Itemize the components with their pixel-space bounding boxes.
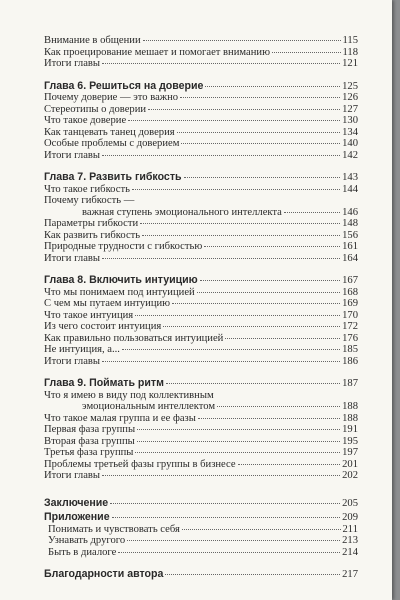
toc-entry: Что такое интуиция 170 bbox=[44, 309, 358, 321]
toc-entry: Почему доверие — это важно 126 bbox=[44, 92, 358, 103]
conclusion-heading: Заключение 205 bbox=[44, 496, 358, 509]
page-number: 115 bbox=[342, 35, 358, 46]
toc-entry: Проблемы третьей фазы группы в бизнесе 201 bbox=[44, 458, 358, 470]
toc-entry: Итоги главы 202 bbox=[44, 470, 358, 481]
toc-entry: Особые проблемы с доверием 140 bbox=[44, 138, 358, 149]
acknowledgements-heading: Благодарности автора 217 bbox=[44, 568, 358, 580]
toc-entry-continuation: важная ступень эмоционального интеллекта 146 bbox=[82, 206, 358, 218]
toc-entry: Первая фаза группы 191 bbox=[44, 424, 358, 435]
toc-entry: Итоги главы 142 bbox=[44, 149, 358, 161]
toc-entry-continuation: эмоциональным интеллектом 188 bbox=[82, 401, 358, 412]
chapter-heading: Глава 6. Решиться на доверие 125 bbox=[44, 79, 358, 92]
page-number: 118 bbox=[342, 46, 358, 58]
page-number: 209 bbox=[342, 512, 358, 523]
toc-entry: Итоги главы 186 bbox=[44, 355, 358, 367]
page-number: 217 bbox=[342, 569, 358, 580]
table-of-contents bbox=[44, 35, 358, 581]
toc-entry: Внимание в общении 115 bbox=[44, 35, 358, 46]
toc-entry: Стереотипы о доверии 127 bbox=[44, 103, 358, 115]
chapter-heading: Глава 7. Развить гибкость 143 bbox=[44, 171, 358, 183]
toc-entry: Как правильно пользоваться интуицией 176 bbox=[44, 332, 358, 344]
page-number: 167 bbox=[342, 275, 358, 286]
toc-entry: Что я имею в виду под коллективным bbox=[44, 389, 214, 401]
page-number: 125 bbox=[342, 80, 358, 92]
page-number: 143 bbox=[342, 172, 358, 183]
toc-entry: Итоги главы 121 bbox=[44, 58, 358, 69]
toc-entry: Узнавать другого 213 bbox=[48, 535, 358, 546]
toc-entry: Как проецирование мешает и помогает вниманию 118 bbox=[44, 46, 358, 58]
toc-entry: Не интуиция, а... 185 bbox=[44, 344, 358, 355]
appendix-heading: Приложение 209 bbox=[44, 511, 358, 523]
chapter-heading: Глава 9. Поймать ритм 187 bbox=[44, 377, 358, 389]
toc-entry: Третья фаза группы 197 bbox=[44, 447, 358, 458]
toc-entry: Вторая фаза группы 195 bbox=[44, 435, 358, 447]
toc-entry: Из чего состоит интуиция 172 bbox=[44, 321, 358, 332]
toc-entry: Быть в диалоге 214 bbox=[48, 546, 358, 558]
toc-entry: Что такое малая группа и ее фазы 188 bbox=[44, 412, 358, 424]
toc-entry: Что такое доверие 130 bbox=[44, 115, 358, 126]
chapter-heading: Глава 8. Включить интуицию 167 bbox=[44, 274, 358, 286]
page-number: 121 bbox=[342, 58, 358, 69]
page-number: 205 bbox=[342, 497, 358, 509]
toc-entry: Что такое гибкость 144 bbox=[44, 183, 358, 195]
toc-entry: Что мы понимаем под интуицией 168 bbox=[44, 286, 358, 298]
toc-entry: Параметры гибкости 148 bbox=[44, 218, 358, 229]
toc-entry: Понимать и чувствовать себя 211 bbox=[48, 523, 358, 535]
toc-entry: Как развить гибкость 156 bbox=[44, 229, 358, 241]
toc-entry: С чем мы путаем интуицию 169 bbox=[44, 298, 358, 309]
toc-entry: Как танцевать танец доверия 134 bbox=[44, 126, 358, 138]
page-number: 187 bbox=[342, 378, 358, 389]
toc-entry: Природные трудности с гибкостью 161 bbox=[44, 241, 358, 252]
toc-entry: Почему гибкость — bbox=[44, 195, 135, 206]
toc-entry: Итоги главы 164 bbox=[44, 252, 358, 264]
